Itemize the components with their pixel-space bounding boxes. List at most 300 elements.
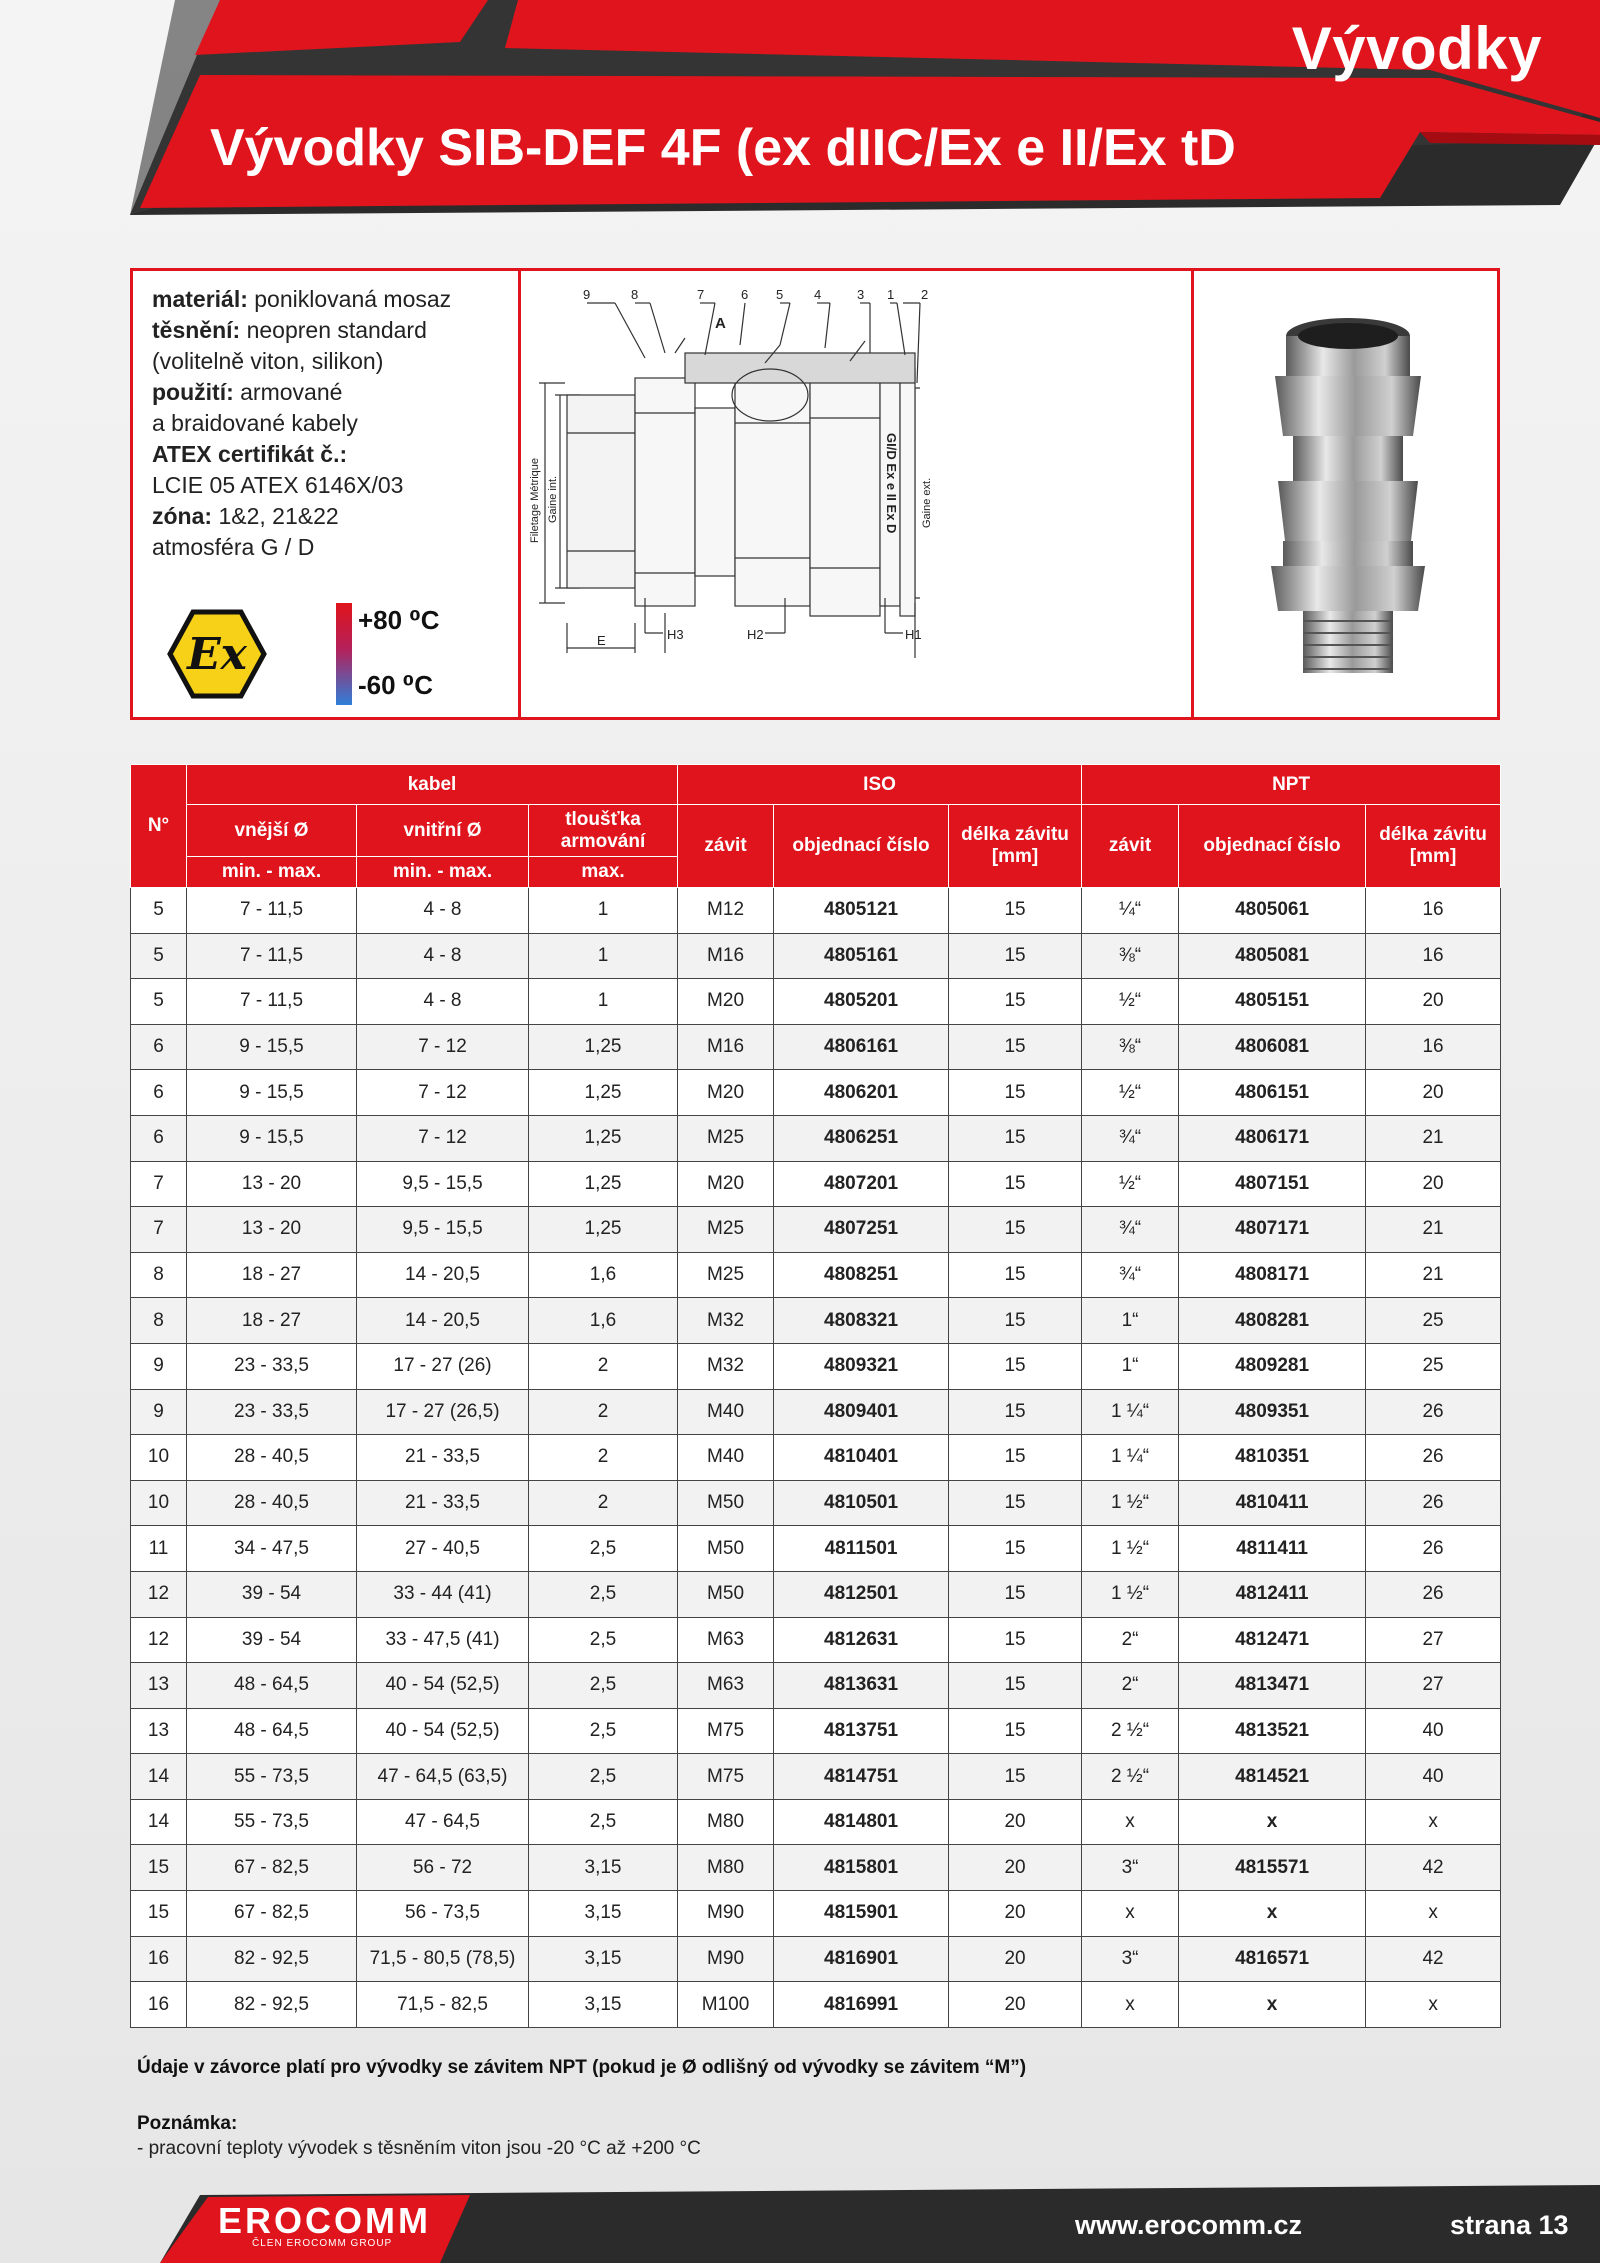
cell-iso-thread: M25: [678, 1252, 774, 1298]
cell-row-no: 5: [131, 979, 187, 1025]
cell-inner-diameter: 14 - 20,5: [357, 1252, 529, 1298]
cell-outer-diameter: 23 - 33,5: [187, 1343, 357, 1389]
category-title: Vývodky: [1291, 15, 1542, 82]
spec-value: armované: [233, 379, 343, 405]
table-row: [131, 979, 1501, 1025]
range-header-outer: min. - max.: [187, 857, 357, 888]
cell-npt-thread-length: x: [1366, 1891, 1501, 1937]
cell-iso-order-number: 4805121: [774, 888, 949, 934]
cell-npt-order-number: 4805081: [1179, 933, 1366, 979]
table-row: [131, 1571, 1501, 1617]
cell-iso-order-number: 4816991: [774, 1982, 949, 2028]
cell-armor-thickness: 1: [529, 933, 678, 979]
cell-npt-thread: 2“: [1082, 1663, 1179, 1709]
cell-iso-order-number: 4805201: [774, 979, 949, 1025]
cell-iso-order-number: 4806251: [774, 1115, 949, 1161]
cell-npt-thread: ½“: [1082, 979, 1179, 1025]
npt-note: Údaje v závorce platí pro vývodky se závitem NPT (pokud je Ø odlišný od vývodky se závitem “M”): [137, 2057, 1027, 2078]
cell-iso-thread: M16: [678, 933, 774, 979]
cell-iso-thread: M90: [678, 1891, 774, 1937]
cell-npt-order-number: 4807171: [1179, 1207, 1366, 1253]
cell-inner-diameter: 9,5 - 15,5: [357, 1207, 529, 1253]
spec-value: LCIE 05 ATEX 6146X/03: [152, 472, 404, 498]
table-row: [131, 1161, 1501, 1207]
cell-iso-thread: M40: [678, 1435, 774, 1481]
cell-iso-thread: M12: [678, 888, 774, 934]
cell-row-no: 9: [131, 1389, 187, 1435]
cell-outer-diameter: 28 - 40,5: [187, 1480, 357, 1526]
cell-inner-diameter: 56 - 72: [357, 1845, 529, 1891]
table-row: [131, 1982, 1501, 2028]
cell-npt-order-number: 4809281: [1179, 1343, 1366, 1389]
cell-armor-thickness: 2,5: [529, 1799, 678, 1845]
cell-npt-order-number: 4810411: [1179, 1480, 1366, 1526]
cell-npt-order-number: 4812411: [1179, 1571, 1366, 1617]
cell-armor-thickness: 1,25: [529, 1161, 678, 1207]
cell-iso-order-number: 4812501: [774, 1571, 949, 1617]
cell-iso-order-number: 4807201: [774, 1161, 949, 1207]
cell-npt-thread-length: 26: [1366, 1526, 1501, 1572]
cell-inner-diameter: 21 - 33,5: [357, 1480, 529, 1526]
cell-row-no: 6: [131, 1115, 187, 1161]
cell-inner-diameter: 27 - 40,5: [357, 1526, 529, 1572]
table-body: [131, 888, 1501, 2028]
cell-armor-thickness: 3,15: [529, 1845, 678, 1891]
dim-label-h2: H2: [747, 627, 764, 642]
table-row: [131, 1617, 1501, 1663]
cell-iso-thread: M20: [678, 979, 774, 1025]
cell-iso-thread-length: 15: [949, 1115, 1082, 1161]
cell-row-no: 12: [131, 1617, 187, 1663]
cell-iso-order-number: 4809401: [774, 1389, 949, 1435]
cell-npt-thread: 2“: [1082, 1617, 1179, 1663]
cell-row-no: 7: [131, 1207, 187, 1253]
cell-outer-diameter: 55 - 73,5: [187, 1754, 357, 1800]
cell-row-no: 10: [131, 1480, 187, 1526]
table-row: [131, 1891, 1501, 1937]
cell-iso-order-number: 4812631: [774, 1617, 949, 1663]
cell-inner-diameter: 9,5 - 15,5: [357, 1161, 529, 1207]
group-header-iso: ISO: [678, 765, 1082, 805]
table-row: [131, 1754, 1501, 1800]
cell-npt-thread-length: 20: [1366, 979, 1501, 1025]
cell-iso-thread-length: 15: [949, 1207, 1082, 1253]
cell-row-no: 16: [131, 1982, 187, 2028]
cell-inner-diameter: 47 - 64,5: [357, 1799, 529, 1845]
cell-iso-order-number: 4810501: [774, 1480, 949, 1526]
cell-npt-thread: ¼“: [1082, 888, 1179, 934]
cell-npt-order-number: 4815571: [1179, 1845, 1366, 1891]
cell-npt-thread-length: 27: [1366, 1663, 1501, 1709]
dim-label-h3: H3: [667, 627, 684, 642]
cell-npt-thread: ½“: [1082, 1070, 1179, 1116]
cell-npt-order-number: 4813521: [1179, 1708, 1366, 1754]
cell-armor-thickness: 1,25: [529, 1024, 678, 1070]
cell-npt-order-number: 4811411: [1179, 1526, 1366, 1572]
cell-iso-thread-length: 15: [949, 1708, 1082, 1754]
cell-outer-diameter: 23 - 33,5: [187, 1389, 357, 1435]
cell-inner-diameter: 7 - 12: [357, 1024, 529, 1070]
range-header-inner: min. - max.: [357, 857, 529, 888]
cell-iso-thread: M75: [678, 1708, 774, 1754]
cell-iso-thread: M25: [678, 1207, 774, 1253]
cell-iso-order-number: 4815801: [774, 1845, 949, 1891]
cell-outer-diameter: 18 - 27: [187, 1252, 357, 1298]
divider: [518, 271, 521, 717]
spec-label: zóna:: [152, 503, 213, 529]
cell-npt-thread-length: 21: [1366, 1115, 1501, 1161]
cell-inner-diameter: 14 - 20,5: [357, 1298, 529, 1344]
cell-armor-thickness: 2,5: [529, 1708, 678, 1754]
cell-iso-thread: M75: [678, 1754, 774, 1800]
table-row: [131, 1024, 1501, 1070]
cell-iso-thread-length: 15: [949, 1526, 1082, 1572]
cell-iso-order-number: 4808251: [774, 1252, 949, 1298]
table-row: [131, 1252, 1501, 1298]
cell-iso-thread-length: 15: [949, 1343, 1082, 1389]
cell-row-no: 13: [131, 1708, 187, 1754]
brand-tagline: ČLEN EROCOMM GROUP: [252, 2238, 393, 2249]
cell-iso-order-number: 4813751: [774, 1708, 949, 1754]
cell-armor-thickness: 2: [529, 1389, 678, 1435]
cell-npt-thread-length: 16: [1366, 888, 1501, 934]
callout-1: 1: [887, 287, 895, 302]
cell-inner-diameter: 71,5 - 80,5 (78,5): [357, 1936, 529, 1982]
cell-inner-diameter: 7 - 12: [357, 1115, 529, 1161]
cell-npt-thread: 1 ½“: [1082, 1480, 1179, 1526]
cell-npt-order-number: x: [1179, 1891, 1366, 1937]
cell-npt-thread-length: x: [1366, 1799, 1501, 1845]
table-row: [131, 1070, 1501, 1116]
group-header-kabel: kabel: [187, 765, 678, 805]
cell-npt-thread-length: 21: [1366, 1252, 1501, 1298]
cell-inner-diameter: 33 - 44 (41): [357, 1571, 529, 1617]
cell-iso-thread-length: 15: [949, 979, 1082, 1025]
cell-iso-thread-length: 15: [949, 1435, 1082, 1481]
page-header: [0, 0, 1600, 215]
col-header-no: N°: [131, 765, 187, 888]
cell-iso-thread-length: 15: [949, 1480, 1082, 1526]
cell-npt-order-number: 4806151: [1179, 1070, 1366, 1116]
spec-value: poniklovaná mosaz: [247, 286, 452, 312]
cell-armor-thickness: 2,5: [529, 1571, 678, 1617]
cell-npt-thread: ⅜“: [1082, 933, 1179, 979]
col-header-npt-thread-length: délka závitu [mm]: [1366, 805, 1501, 888]
cell-npt-thread-length: 20: [1366, 1161, 1501, 1207]
cell-iso-thread-length: 15: [949, 1252, 1082, 1298]
col-header-inner-diameter: vnitřní Ø: [357, 805, 529, 857]
cell-outer-diameter: 13 - 20: [187, 1207, 357, 1253]
table-row: [131, 933, 1501, 979]
spec-line: [152, 408, 512, 439]
cell-row-no: 7: [131, 1161, 187, 1207]
note-heading: Poznámka:: [137, 2113, 238, 2134]
table-row: [131, 1799, 1501, 1845]
callout-8: 8: [631, 287, 639, 302]
col-header-iso-thread: závit: [678, 805, 774, 888]
dim-label-e: E: [597, 633, 606, 648]
cell-outer-diameter: 18 - 27: [187, 1298, 357, 1344]
cell-outer-diameter: 39 - 54: [187, 1571, 357, 1617]
cell-iso-thread: M16: [678, 1024, 774, 1070]
cell-npt-thread-length: 27: [1366, 1617, 1501, 1663]
cell-iso-thread-length: 20: [949, 1936, 1082, 1982]
cell-npt-thread-length: 21: [1366, 1207, 1501, 1253]
cell-outer-diameter: 82 - 92,5: [187, 1936, 357, 1982]
spec-line: [152, 315, 512, 346]
cell-npt-thread: ¾“: [1082, 1252, 1179, 1298]
cell-row-no: 14: [131, 1754, 187, 1800]
cell-row-no: 15: [131, 1891, 187, 1937]
page-number: strana 13: [1450, 2210, 1569, 2240]
cell-outer-diameter: 39 - 54: [187, 1617, 357, 1663]
cell-npt-order-number: 4807151: [1179, 1161, 1366, 1207]
cell-armor-thickness: 1: [529, 979, 678, 1025]
spec-list: [152, 284, 512, 563]
cell-armor-thickness: 1: [529, 888, 678, 934]
cell-npt-thread: x: [1082, 1799, 1179, 1845]
col-header-iso-order-number: objednací číslo: [774, 805, 949, 888]
product-table: [130, 764, 1501, 2028]
cell-inner-diameter: 71,5 - 82,5: [357, 1982, 529, 2028]
callout-9: 9: [583, 287, 591, 302]
callout-5: 5: [776, 287, 784, 302]
cell-armor-thickness: 1,25: [529, 1070, 678, 1116]
page-title: Vývodky SIB-DEF 4F (ex dIIC/Ex e II/Ex tD: [210, 119, 1236, 177]
spec-value: a braidované kabely: [152, 410, 358, 436]
cell-row-no: 10: [131, 1435, 187, 1481]
cell-iso-order-number: 4813631: [774, 1663, 949, 1709]
cell-iso-thread: M25: [678, 1115, 774, 1161]
cell-outer-diameter: 55 - 73,5: [187, 1799, 357, 1845]
cell-iso-order-number: 4809321: [774, 1343, 949, 1389]
table-row: [131, 1480, 1501, 1526]
cell-outer-diameter: 9 - 15,5: [187, 1115, 357, 1161]
cell-iso-thread: M20: [678, 1070, 774, 1116]
cell-npt-order-number: 4805151: [1179, 979, 1366, 1025]
cell-inner-diameter: 17 - 27 (26): [357, 1343, 529, 1389]
cell-npt-thread-length: 26: [1366, 1480, 1501, 1526]
table-row: [131, 1298, 1501, 1344]
table-row: [131, 1663, 1501, 1709]
cell-outer-diameter: 13 - 20: [187, 1161, 357, 1207]
cell-iso-thread-length: 20: [949, 1845, 1082, 1891]
technical-drawing: [525, 283, 1185, 708]
cell-row-no: 8: [131, 1298, 187, 1344]
cell-npt-thread-length: 25: [1366, 1343, 1501, 1389]
cell-inner-diameter: 4 - 8: [357, 979, 529, 1025]
cell-inner-diameter: 21 - 33,5: [357, 1435, 529, 1481]
cell-npt-order-number: 4810351: [1179, 1435, 1366, 1481]
spec-value: neopren standard: [240, 317, 427, 343]
spec-label: použití:: [152, 379, 234, 405]
cell-row-no: 15: [131, 1845, 187, 1891]
spec-value: atmosféra G / D: [152, 534, 315, 560]
cell-iso-order-number: 4816901: [774, 1936, 949, 1982]
cell-npt-order-number: 4808281: [1179, 1298, 1366, 1344]
note-text: - pracovní teploty vývodek s těsněním viton jsou -20 °C až +200 °C: [137, 2138, 701, 2159]
cell-iso-thread-length: 15: [949, 888, 1082, 934]
cell-npt-thread-length: 26: [1366, 1435, 1501, 1481]
cell-npt-thread: 3“: [1082, 1845, 1179, 1891]
cell-inner-diameter: 40 - 54 (52,5): [357, 1663, 529, 1709]
cell-npt-thread-length: 26: [1366, 1571, 1501, 1617]
cell-npt-thread-length: 42: [1366, 1936, 1501, 1982]
table-row: [131, 1115, 1501, 1161]
cell-iso-order-number: 4811501: [774, 1526, 949, 1572]
table-row: [131, 1343, 1501, 1389]
cell-npt-thread-length: 40: [1366, 1708, 1501, 1754]
cell-inner-diameter: 4 - 8: [357, 888, 529, 934]
cell-npt-thread: 2 ½“: [1082, 1708, 1179, 1754]
table-row: [131, 1207, 1501, 1253]
table-row: [131, 1936, 1501, 1982]
cell-row-no: 13: [131, 1663, 187, 1709]
cell-iso-order-number: 4808321: [774, 1298, 949, 1344]
cell-iso-thread: M50: [678, 1571, 774, 1617]
divider: [1191, 271, 1194, 717]
cell-outer-diameter: 48 - 64,5: [187, 1708, 357, 1754]
product-photo: [1253, 311, 1443, 681]
cell-npt-thread: 1“: [1082, 1343, 1179, 1389]
cell-iso-thread: M32: [678, 1343, 774, 1389]
cell-inner-diameter: 40 - 54 (52,5): [357, 1708, 529, 1754]
cell-npt-thread: 1 ¼“: [1082, 1435, 1179, 1481]
cell-iso-thread: M63: [678, 1663, 774, 1709]
spec-line: [152, 532, 512, 563]
cell-npt-order-number: 4809351: [1179, 1389, 1366, 1435]
product-info-box: [130, 268, 1500, 720]
spec-line: [152, 470, 512, 501]
spec-line: [152, 501, 512, 532]
cell-iso-thread-length: 15: [949, 1571, 1082, 1617]
body-marking: GI/D Ex e II Ex D: [884, 433, 899, 534]
cell-outer-diameter: 7 - 11,5: [187, 888, 357, 934]
cell-npt-order-number: 4816571: [1179, 1936, 1366, 1982]
cell-row-no: 9: [131, 1343, 187, 1389]
cell-npt-order-number: 4812471: [1179, 1617, 1366, 1663]
cell-iso-order-number: 4814751: [774, 1754, 949, 1800]
col-header-iso-thread-length: délka závitu [mm]: [949, 805, 1082, 888]
cell-row-no: 12: [131, 1571, 187, 1617]
cell-armor-thickness: 1,6: [529, 1298, 678, 1344]
cell-outer-diameter: 7 - 11,5: [187, 979, 357, 1025]
cell-armor-thickness: 2: [529, 1435, 678, 1481]
cell-iso-order-number: 4807251: [774, 1207, 949, 1253]
cell-npt-thread: 1 ¼“: [1082, 1389, 1179, 1435]
cell-armor-thickness: 3,15: [529, 1891, 678, 1937]
side-label-filetage: Filetage Métrique: [529, 458, 541, 543]
cell-armor-thickness: 2,5: [529, 1617, 678, 1663]
cell-iso-thread-length: 15: [949, 1070, 1082, 1116]
cell-inner-diameter: 7 - 12: [357, 1070, 529, 1116]
cell-npt-order-number: 4805061: [1179, 888, 1366, 934]
cell-npt-thread: 3“: [1082, 1936, 1179, 1982]
temperature-min: -60 ⁰C: [358, 670, 433, 700]
cell-npt-thread-length: 25: [1366, 1298, 1501, 1344]
spec-label: materiál:: [152, 286, 248, 312]
spec-value: (volitelně viton, silikon): [152, 348, 384, 374]
cell-armor-thickness: 2: [529, 1480, 678, 1526]
cell-outer-diameter: 9 - 15,5: [187, 1024, 357, 1070]
cell-npt-thread: ¾“: [1082, 1207, 1179, 1253]
cell-outer-diameter: 7 - 11,5: [187, 933, 357, 979]
cell-iso-thread-length: 15: [949, 933, 1082, 979]
dim-label-h1: H1: [905, 627, 922, 642]
cell-outer-diameter: 48 - 64,5: [187, 1663, 357, 1709]
table-row: [131, 888, 1501, 934]
website-link[interactable]: www.erocomm.cz: [1075, 2210, 1303, 2240]
cell-npt-order-number: x: [1179, 1799, 1366, 1845]
cell-outer-diameter: 67 - 82,5: [187, 1845, 357, 1891]
cell-iso-thread: M50: [678, 1526, 774, 1572]
cell-armor-thickness: 1,6: [529, 1252, 678, 1298]
spec-label: těsnění:: [152, 317, 241, 343]
cell-iso-thread-length: 15: [949, 1754, 1082, 1800]
range-header-armor: max.: [529, 857, 678, 888]
table-row: [131, 1526, 1501, 1572]
cell-npt-order-number: 4806171: [1179, 1115, 1366, 1161]
spec-label: ATEX certifikát č.:: [152, 441, 348, 467]
cell-iso-order-number: 4810401: [774, 1435, 949, 1481]
cell-outer-diameter: 67 - 82,5: [187, 1891, 357, 1937]
cell-npt-thread: 2 ½“: [1082, 1754, 1179, 1800]
callout-4: 4: [814, 287, 822, 302]
cell-inner-diameter: 17 - 27 (26,5): [357, 1389, 529, 1435]
cell-iso-thread-length: 15: [949, 1389, 1082, 1435]
ex-logo-text: Ex: [187, 629, 247, 680]
spec-line: [152, 284, 512, 315]
col-header-npt-order-number: objednací číslo: [1179, 805, 1366, 888]
cell-npt-thread: 1“: [1082, 1298, 1179, 1344]
cell-npt-order-number: 4814521: [1179, 1754, 1366, 1800]
col-header-armor-thickness: tloušťka armování: [529, 805, 678, 857]
table-row: [131, 1435, 1501, 1481]
cell-row-no: 6: [131, 1024, 187, 1070]
cell-npt-thread-length: 16: [1366, 1024, 1501, 1070]
cell-iso-thread: M90: [678, 1936, 774, 1982]
cell-iso-thread-length: 20: [949, 1891, 1082, 1937]
cell-row-no: 8: [131, 1252, 187, 1298]
cell-iso-thread: M50: [678, 1480, 774, 1526]
cell-iso-thread-length: 15: [949, 1024, 1082, 1070]
cell-row-no: 5: [131, 888, 187, 934]
cell-npt-thread-length: 40: [1366, 1754, 1501, 1800]
cell-npt-thread: x: [1082, 1891, 1179, 1937]
cell-row-no: 6: [131, 1070, 187, 1116]
table-row: [131, 1389, 1501, 1435]
cell-npt-thread-length: 16: [1366, 933, 1501, 979]
cell-npt-thread: ¾“: [1082, 1115, 1179, 1161]
cell-armor-thickness: 2,5: [529, 1526, 678, 1572]
cell-npt-thread-length: x: [1366, 1982, 1501, 2028]
cell-armor-thickness: 2,5: [529, 1663, 678, 1709]
cell-iso-thread: M20: [678, 1161, 774, 1207]
cell-iso-thread: M63: [678, 1617, 774, 1663]
cell-iso-thread-length: 15: [949, 1161, 1082, 1207]
cell-armor-thickness: 2,5: [529, 1754, 678, 1800]
cell-iso-thread-length: 15: [949, 1663, 1082, 1709]
cell-iso-thread-length: 20: [949, 1799, 1082, 1845]
spec-line: [152, 346, 512, 377]
cell-iso-thread: M80: [678, 1845, 774, 1891]
cell-row-no: 14: [131, 1799, 187, 1845]
side-label-gaine-ext: Gaine ext.: [921, 477, 933, 528]
cell-iso-thread-length: 15: [949, 1298, 1082, 1344]
cell-npt-thread-length: 20: [1366, 1070, 1501, 1116]
cell-npt-thread: ⅜“: [1082, 1024, 1179, 1070]
cell-row-no: 16: [131, 1936, 187, 1982]
